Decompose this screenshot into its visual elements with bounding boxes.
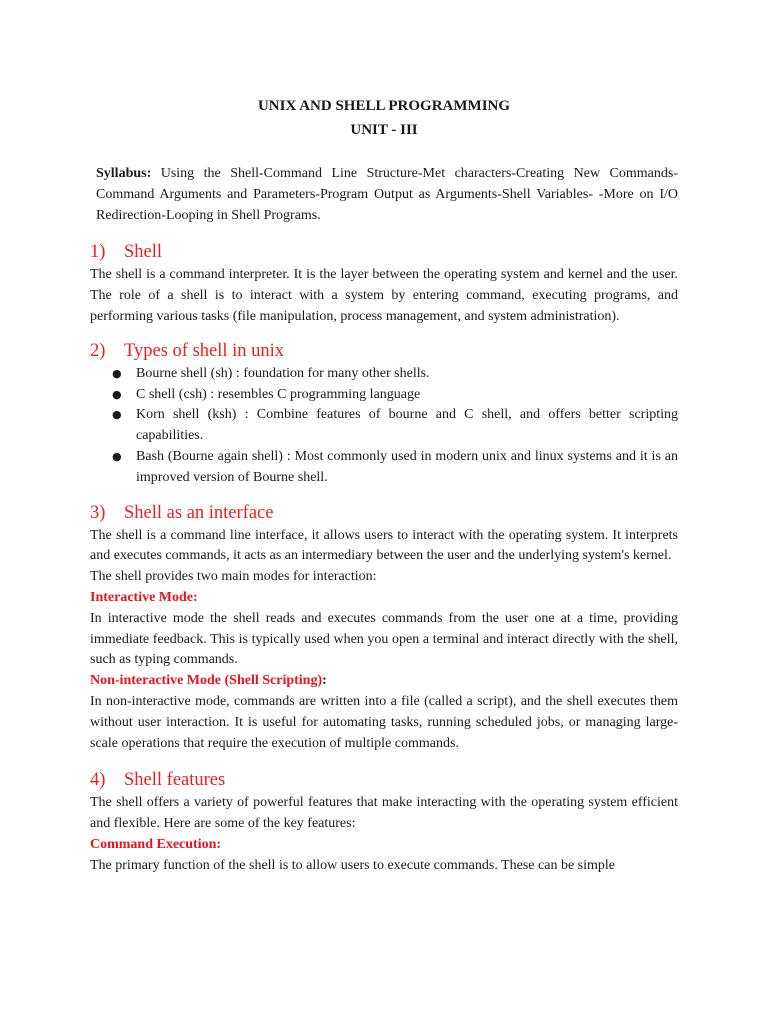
document-title: UNIX AND SHELL PROGRAMMING [257,98,511,114]
unit-title: UNIT - III [350,122,418,138]
section-title: Shell as an interface [124,502,274,523]
section-heading-shell-features [90,767,678,793]
section-number: 4) [90,770,106,791]
subheading-non-interactive-mode: Non-interactive Mode (Shell Scripting): [90,673,327,689]
list-item: ● Korn shell (ksh) : Combine features of bourne and C shell, and offers better scripting capabilities. [112,407,678,444]
syllabus-text: Using the Shell-Command Line Structure-Met characters-Creating New Commands-Command Arguments and Parameters-Program Output as Arguments-Shell Variables- -More on I/O Redirection-Looping in Shell Programs. [96,166,678,223]
paragraph: The shell is a command interpreter. It is the layer between the operating system and kernel and the user. The role of a shell is to interact with a system by entering command, executing programs, and performing various tasks (file manipulation, process management, and system administration). [90,267,678,324]
bullet-icon: ● [112,366,122,380]
section-heading-shell-interface [90,500,678,526]
bullet-icon: ● [112,449,122,463]
list-item: ● C shell (csh) : resembles C programming language [112,385,678,406]
section-title: Types of shell in unix [124,340,285,361]
subheading-command-execution: Command Execution: [90,836,222,852]
paragraph: The shell provides two main modes for interaction: [90,569,377,585]
paragraph: The primary function of the shell is to allow users to execute commands. These can be simple [90,857,615,873]
paragraph: In interactive mode the shell reads and executes commands from the user one at a time, providing immediate feedback. This is typically used when you open a terminal and interact directly with the shell, such as typing commands. [90,610,678,668]
syllabus-label: Syllabus: [96,166,152,181]
section-title: Shell [124,242,163,263]
section-number: 2) [90,340,106,361]
list-item: ● Bash (Bourne again shell) : Most commonly used in modern unix and linux systems and it is an improved version of Bourne shell. [112,448,678,485]
bullet-icon: ● [112,408,122,422]
section-heading-shell [90,239,678,265]
list-item: ● Bourne shell (sh) : foundation for many other shells. [112,364,678,385]
shell-types-list [90,364,678,489]
section-number: 1) [90,242,106,263]
subheading-interactive-mode: Interactive Mode: [90,589,198,605]
paragraph: In non-interactive mode, commands are written into a file (called a script), and the shell executes them without user interaction. It is useful for automating tasks, running scheduled jobs, or managing large-scale operations that require the execution of multiple commands. [90,693,678,751]
syllabus [90,164,678,226]
paragraph: The shell is a command line interface, it allows users to interact with the operating system. It interprets and executes commands, it acts as an intermediary between the user and the underlying system's kernel. [90,527,678,564]
section-title: Shell features [124,770,226,791]
section-number: 3) [90,502,106,523]
section-heading-types-of-shell [90,338,678,364]
paragraph: The shell offers a variety of powerful features that make interacting with the operating system efficient and flexible. Here are some of the key features: [90,795,678,832]
bullet-icon: ● [112,387,122,401]
